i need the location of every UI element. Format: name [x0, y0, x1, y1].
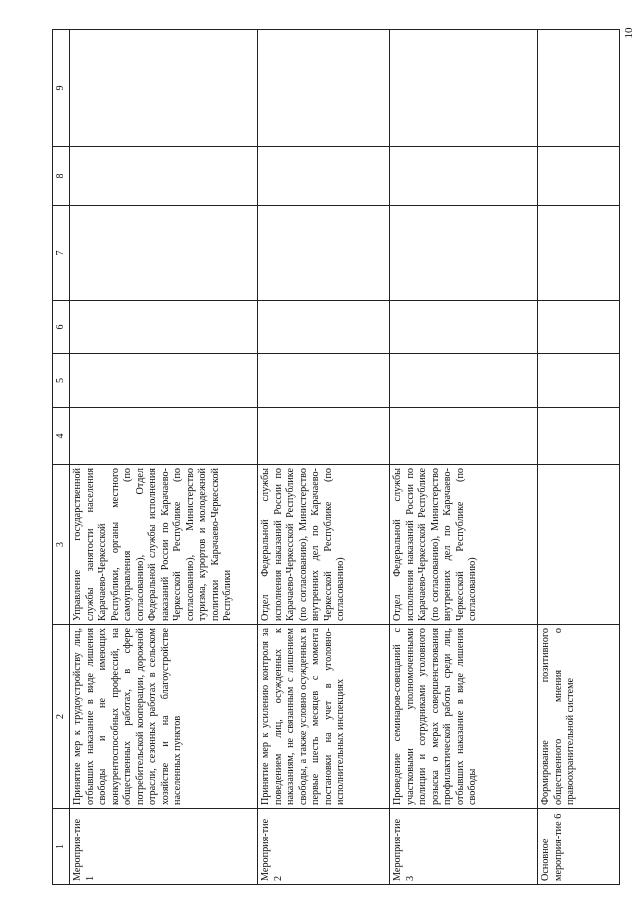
- table-cell: [390, 301, 538, 354]
- table-cell: [390, 206, 538, 301]
- header-cell: 1: [53, 809, 70, 885]
- table-row: [538, 30, 620, 885]
- measures-table: [52, 29, 620, 885]
- table-cell: [70, 408, 258, 465]
- table-cell: [70, 354, 258, 408]
- header-row: [53, 30, 70, 885]
- responsible-executor-cell: [538, 465, 620, 625]
- measure-name-cell: Мероприя-тие 3: [390, 809, 538, 885]
- table-cell: [258, 408, 390, 465]
- table-row: [390, 30, 538, 885]
- table-cell: [538, 408, 620, 465]
- table-cell: [258, 301, 390, 354]
- table-cell: [70, 206, 258, 301]
- table-cell: [390, 147, 538, 206]
- measure-description-cell: Проведение семинаров-совещаний с участковыми уполномоченными полиции и сотрудниками уголовного розыска о мерах совершенствования профилактической работы среди лиц, отбывших наказание в виде лишения свободы: [390, 625, 538, 809]
- header-cell: 6: [53, 301, 70, 354]
- responsible-executor-cell: Отдел Федеральной службы исполнения наказаний России по Карачаево-Черкесской Республике (по согласованию), Министерство внутренних дел по Карачаево-Черкесской Республике (по согласованию): [390, 465, 538, 625]
- table-cell: [70, 147, 258, 206]
- measure-name-cell: Основное мероприя-тие 6: [538, 809, 620, 885]
- responsible-executor-cell: Отдел Федеральной службы исполнения наказаний России по Карачаево-Черкесской Республике (по согласованию), Министерство внутренних дел по Карачаево-Черкесской Республике (по согласованию): [258, 465, 390, 625]
- table-cell: [258, 354, 390, 408]
- header-cell: 5: [53, 354, 70, 408]
- header-cell: 7: [53, 206, 70, 301]
- table-cell: [538, 301, 620, 354]
- table-cell: [538, 354, 620, 408]
- table-row: [70, 30, 258, 885]
- table-cell: [390, 354, 538, 408]
- table-cell: [538, 30, 620, 147]
- table-cell: [258, 147, 390, 206]
- rotated-table-frame: [52, 30, 620, 885]
- measure-name-cell: Мероприя-тие 1: [70, 809, 258, 885]
- header-cell: 3: [53, 465, 70, 625]
- table-cell: [70, 30, 258, 147]
- table-cell: [258, 30, 390, 147]
- header-cell: 9: [53, 30, 70, 147]
- responsible-executor-cell: Управление государственной службы занятости населения Карачаево-Черкесской Республики, органы местного самоуправления (по согласованию), Отдел Федеральной службы исполнения наказаний России по Карачаево-Черкесской Республике (по согласованию), Министерство туризма, курортов и молодежной политики Карачаево-Черкесской Республики: [70, 465, 258, 625]
- page-number: 10: [623, 27, 635, 39]
- header-cell: 2: [53, 625, 70, 809]
- table-cell: [70, 301, 258, 354]
- table-cell: [538, 147, 620, 206]
- table-row: [258, 30, 390, 885]
- measure-description-cell: Формирование позитивного общественного мнения о правоохранительной системе: [538, 625, 620, 809]
- measure-name-cell: Мероприя-тие 2: [258, 809, 390, 885]
- measure-description-cell: Принятие мер к усилению контроля за поведением лиц, осужденных к наказаниям, не связанным с лишением свободы, а также условно осужденных в первые шесть месяцев с момента постановки на учет в уголовно-исполнительных инспекциях: [258, 625, 390, 809]
- table-cell: [258, 206, 390, 301]
- measure-description-cell: Принятие мер к трудоустройству лиц, отбывших наказание в виде лишения свободы и не имеющих конкурентоспособных профессий, на общественных работах, в сфере потребительской кооперации, дорожной отрасли, сезонных работах в сельском хозяйстве и на благоустройстве населенных пунктов: [70, 625, 258, 809]
- header-cell: 8: [53, 147, 70, 206]
- table-cell: [390, 408, 538, 465]
- table-cell: [390, 30, 538, 147]
- header-cell: 4: [53, 408, 70, 465]
- table-cell: [538, 206, 620, 301]
